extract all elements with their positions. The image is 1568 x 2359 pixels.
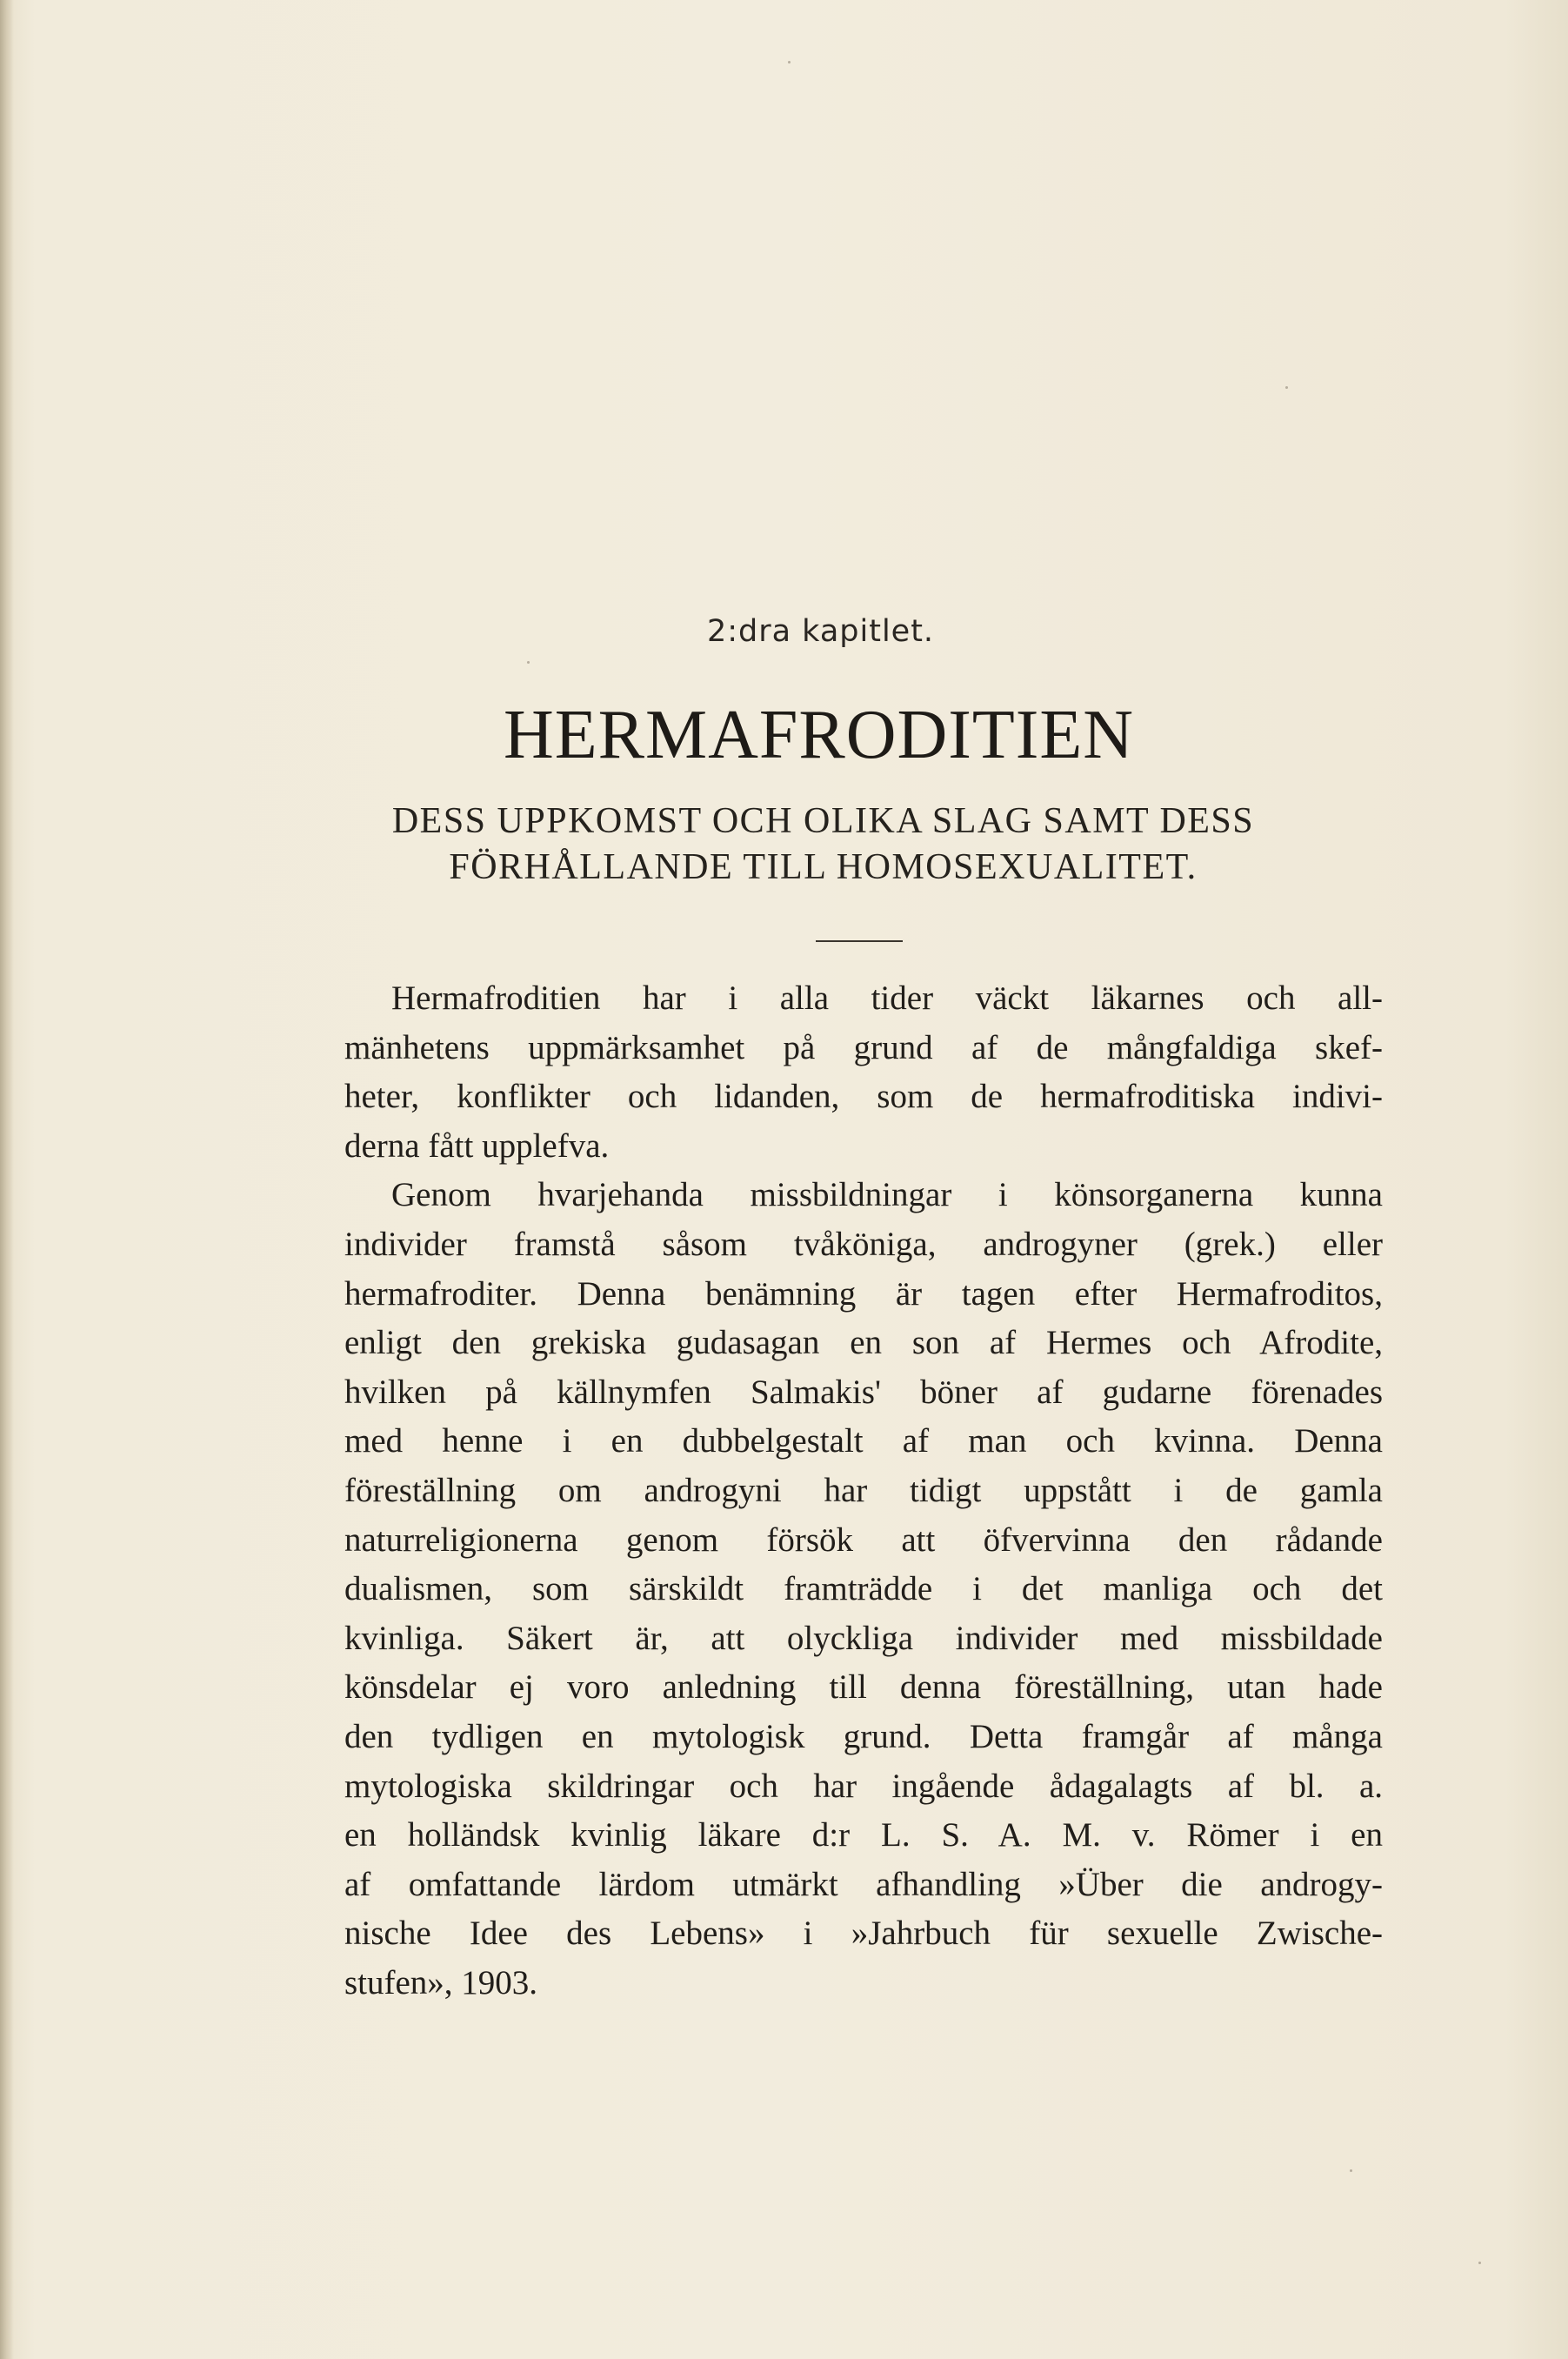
speck [788, 61, 791, 63]
text-line: föreställning om androgyni har tidigt uppstått i de gamla [344, 1471, 1383, 1509]
text-line: af omfattande lärdom utmärkt afhandling »Über die androgy- [344, 1865, 1383, 1903]
text-line: naturreligionerna genom försök att öfvervinna den rådande [344, 1520, 1383, 1559]
text-line: individer framstå såsom tvåköniga, androgyner (grek.) eller [344, 1225, 1383, 1263]
text-line: mytologiska skildringar och har ingående ådagalagts af bl. a. [344, 1767, 1383, 1805]
speck [1478, 2262, 1481, 2264]
text-line: med henne i en dubbelgestalt af man och kvinna. Denna [344, 1422, 1383, 1460]
speck [527, 661, 530, 664]
text-line: en holländsk kvinlig läkare d:r L. S. A. M. v. Römer i en [344, 1816, 1383, 1854]
chapter-number: 2:dra kapitlet. [706, 614, 935, 649]
chapter-subtitle-line-1: DESS UPPKOMST OCH OLIKA SLAG SAMT DESS [391, 801, 1255, 841]
body-paragraphs [344, 974, 1383, 2008]
text-line: enligt den grekiska gudasagan en son af Hermes och Afrodite, [344, 1324, 1383, 1362]
text-line: kvinliga. Säkert är, att olyckliga individer med missbildade [344, 1619, 1383, 1657]
text-line: könsdelar ej voro anledning till denna föreställning, utan hade [344, 1668, 1383, 1707]
text-line: derna fått upplefva. [344, 1126, 610, 1165]
chapter-subtitle-line-2: FÖRHÅLLANDE TILL HOMOSEXUALITET. [449, 847, 1198, 887]
section-divider-rule [816, 940, 903, 942]
speck [1285, 386, 1288, 389]
text-line: Hermafroditien har i alla tider väckt läkarnes och all- [391, 979, 1383, 1017]
text-line: den tydligen en mytologisk grund. Detta framgår af många [344, 1717, 1383, 1755]
page-binding-edge [0, 0, 14, 2359]
text-line: Genom hvarjehanda missbildningar i könsorganerna kunna [391, 1176, 1383, 1214]
speck [1350, 2169, 1352, 2172]
chapter-title: HERMAFRODITIEN [503, 697, 1135, 773]
text-line: heter, konflikter och lidanden, som de hermafroditiska indivi- [344, 1078, 1383, 1116]
text-line: nische Idee des Lebens» i »Jahrbuch für sexuelle Zwische- [344, 1915, 1383, 1953]
text-line: dualismen, som särskildt framträdde i det manliga och det [344, 1570, 1383, 1608]
text-line: hermafroditer. Denna benämning är tagen efter Hermafroditos, [344, 1274, 1383, 1313]
text-line: stufen», 1903. [344, 1963, 538, 2001]
text-line: hvilken på källnymfen Salmakis' böner af gudarne förenades [344, 1373, 1383, 1411]
text-line: mänhetens uppmärksamhet på grund af de mångfaldiga skef- [344, 1028, 1383, 1066]
